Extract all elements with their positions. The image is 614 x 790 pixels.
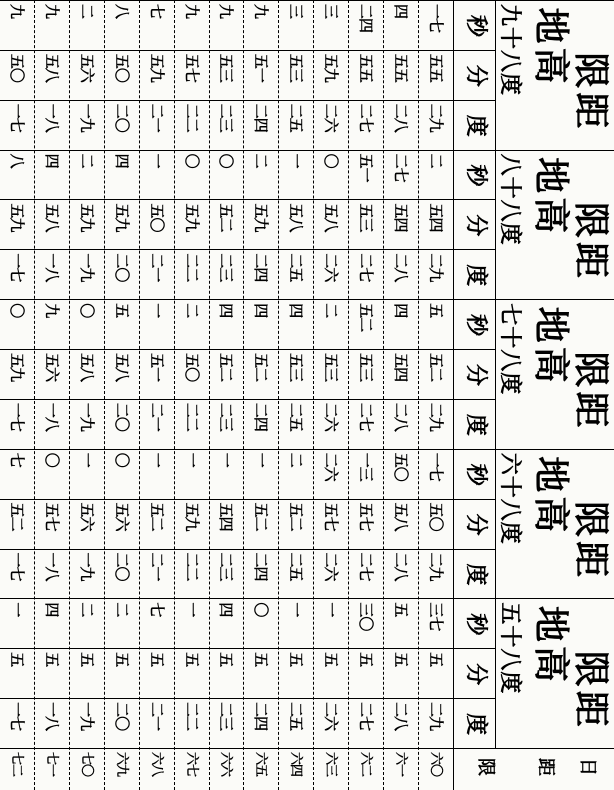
table-cell: 五三 <box>287 53 306 82</box>
table-cell: 一 <box>147 452 166 467</box>
col-header: 秒 <box>463 463 489 487</box>
table-cell: 〇 <box>322 153 341 168</box>
col-header: 分 <box>463 513 489 537</box>
table-cell: 五七 <box>182 53 201 82</box>
table-cell: 七 <box>147 4 166 19</box>
grid-line <box>348 0 349 790</box>
table-cell: 二四 <box>357 4 376 33</box>
col-header: 秒 <box>463 14 489 38</box>
table-cell: 五〇 <box>392 452 411 481</box>
grid-line <box>0 648 496 649</box>
table-cell: 二二 <box>182 402 201 431</box>
group-title: 限距 <box>570 650 612 731</box>
table-cell: 二 <box>322 303 341 318</box>
table-cell: 一七 <box>7 103 26 132</box>
grid-line <box>0 150 614 151</box>
table-cell: 二二 <box>182 702 201 731</box>
table-cell: 五四 <box>392 353 411 382</box>
table-cell: 三 <box>287 4 306 19</box>
table-cell: 二〇 <box>112 103 131 132</box>
table-cell: 五一 <box>252 53 271 82</box>
grid-line <box>278 0 279 790</box>
table-cell: 四 <box>392 303 411 318</box>
table-cell: 二五 <box>287 402 306 431</box>
table-cell: 二三 <box>217 253 236 282</box>
table-cell: 二七 <box>357 402 376 431</box>
table-cell: 五八 <box>42 203 61 232</box>
table-cell: 五九 <box>182 203 201 232</box>
table-cell: 五 <box>427 652 445 667</box>
table-cell: 〇 <box>77 303 96 318</box>
table-cell: 五九 <box>147 53 166 82</box>
table-cell: 二四 <box>252 702 271 731</box>
table-cell: 九 <box>7 4 26 19</box>
group-subtitle: 八十八度 <box>497 153 523 246</box>
grid-line <box>243 0 244 790</box>
table-cell: 一九 <box>77 702 96 731</box>
table-cell: 五 <box>322 652 341 667</box>
col-header: 秒 <box>463 314 489 338</box>
table-cell: 二二 <box>182 103 201 132</box>
table-cell: 八 <box>7 153 26 168</box>
table-cell: 二 <box>182 303 201 318</box>
corner-bottom: 限 <box>475 758 496 775</box>
grid-line <box>0 399 496 400</box>
grid-line <box>453 0 454 790</box>
row-label: 六五 <box>253 752 269 777</box>
grid-line <box>0 499 496 500</box>
table-cell: 五一 <box>147 353 166 382</box>
table-cell: 五三 <box>287 353 306 382</box>
table-cell: 五三 <box>322 353 341 382</box>
table-cell: 三七 <box>427 602 445 631</box>
grid-line <box>104 0 105 790</box>
table-cell: 一三 <box>357 452 376 481</box>
table-cell: 二 <box>287 452 306 467</box>
table-cell: 七 <box>147 602 166 617</box>
grid-line <box>174 0 175 790</box>
table-cell: 五二 <box>147 502 166 531</box>
table-cell: 五 <box>147 652 166 667</box>
row-label: 六四 <box>288 752 304 777</box>
table-cell: 〇 <box>112 452 131 467</box>
table-cell: 一八 <box>42 402 61 431</box>
table-cell: 二六 <box>322 402 341 431</box>
grid-line <box>209 0 210 790</box>
table-cell: 一 <box>147 153 166 168</box>
group-title: 限距 <box>570 52 612 133</box>
table-cell: 七 <box>7 452 26 467</box>
table-cell: 一 <box>147 303 166 318</box>
grid-line <box>313 0 314 790</box>
table-cell: 五三 <box>357 353 376 382</box>
table-cell: 一九 <box>77 552 96 581</box>
table-cell: 五三 <box>357 203 376 232</box>
table-cell: 三〇 <box>357 602 376 631</box>
table-cell: 四 <box>42 153 61 168</box>
grid-line <box>0 748 614 749</box>
table-cell: 五六 <box>42 353 61 382</box>
table-cell: 二六 <box>322 702 341 731</box>
grid-line <box>0 698 496 699</box>
group-title: 限距 <box>570 201 612 282</box>
group-title-2: 地高 <box>530 7 572 88</box>
table-cell: 九 <box>42 4 61 19</box>
table-cell: 一八 <box>42 253 61 282</box>
table-cell: 五二 <box>217 203 236 232</box>
grid-line <box>0 100 496 101</box>
table-cell: 五 <box>392 652 411 667</box>
table-cell: 〇 <box>217 153 236 168</box>
grid-line <box>34 0 35 790</box>
table-cell: 五二 <box>287 502 306 531</box>
table-cell: 九 <box>42 303 61 318</box>
table-cell: 五 <box>7 652 26 667</box>
table-cell: 二九 <box>427 552 445 581</box>
table-cell: 五 <box>392 602 411 617</box>
table-cell: 五六 <box>77 53 96 82</box>
table-cell: 二六 <box>322 452 341 481</box>
table-cell: 五七 <box>42 502 61 531</box>
table-cell: 四 <box>287 303 306 318</box>
col-header: 分 <box>463 64 489 88</box>
row-label: 七〇 <box>78 752 94 777</box>
table-cell: 五 <box>112 652 131 667</box>
table-cell: 五六 <box>77 502 96 531</box>
table-cell: 五八 <box>392 502 411 531</box>
row-label: 六七 <box>183 752 199 777</box>
group-subtitle: 五十八度 <box>497 602 523 695</box>
table-cell: 二一 <box>147 253 166 282</box>
table-cell: 二〇 <box>112 402 131 431</box>
table-cell: 二九 <box>427 103 445 132</box>
table-cell: 〇 <box>252 602 271 617</box>
table-cell: 五九 <box>7 203 26 232</box>
grid-line <box>0 449 614 450</box>
table-cell: 二一 <box>147 103 166 132</box>
table-cell: 九 <box>217 4 236 19</box>
table-cell: 四 <box>217 602 236 617</box>
group-title: 限距 <box>570 501 612 582</box>
table-cell: 九 <box>182 4 201 19</box>
table-cell: 二八 <box>392 702 411 731</box>
table-cell: 二九 <box>427 702 445 731</box>
table-cell: 二七 <box>357 702 376 731</box>
table-cell: 二三 <box>217 103 236 132</box>
table-cell: 五九 <box>322 53 341 82</box>
table-cell: 五五 <box>392 53 411 82</box>
table-cell: 一九 <box>77 103 96 132</box>
table-cell: 一九 <box>77 402 96 431</box>
col-header: 秒 <box>463 613 489 637</box>
table-cell: 五 <box>217 652 236 667</box>
group-title-2: 地高 <box>530 157 572 238</box>
grid-line <box>0 349 496 350</box>
grid-line <box>418 0 419 790</box>
table-cell: 二一 <box>147 702 166 731</box>
col-header: 度 <box>463 114 489 138</box>
table-cell: 〇 <box>42 452 61 467</box>
table-cell: 一八 <box>42 702 61 731</box>
row-label: 七二 <box>8 752 24 777</box>
row-label: 六九 <box>113 752 129 777</box>
col-header: 分 <box>463 663 489 687</box>
table-cell: 九 <box>252 4 271 19</box>
table-cell: 一七 <box>7 702 26 731</box>
table-cell: 五四 <box>392 203 411 232</box>
table-cell: 五〇 <box>147 203 166 232</box>
table-cell: 二〇 <box>112 552 131 581</box>
table-cell: 二七 <box>357 253 376 282</box>
table-cell: 五二 <box>252 502 271 531</box>
table-cell: 二八 <box>392 402 411 431</box>
table-cell: 一 <box>77 452 96 467</box>
table-cell: 五八 <box>322 203 341 232</box>
grid-line <box>0 249 496 250</box>
grid-line <box>69 0 70 790</box>
group-subtitle: 六十八度 <box>497 452 523 545</box>
table-cell: 五五 <box>427 53 445 82</box>
table-cell: 五二 <box>357 303 376 332</box>
table-cell: 二六 <box>322 253 341 282</box>
table-cell: 四 <box>217 303 236 318</box>
grid-line <box>383 0 384 790</box>
table-cell: 五九 <box>182 502 201 531</box>
table-cell: 五四 <box>427 203 445 232</box>
table-cell: 二〇 <box>112 253 131 282</box>
row-label: 六一 <box>393 752 409 777</box>
grid-line <box>0 199 496 200</box>
table-cell: 五八 <box>287 203 306 232</box>
table-cell: 八 <box>112 4 131 19</box>
table-cell: 二 <box>77 4 96 19</box>
row-label: 六八 <box>148 752 164 777</box>
table-cell: 二四 <box>252 103 271 132</box>
table-cell: 二三 <box>217 402 236 431</box>
table-cell: 二七 <box>357 552 376 581</box>
table-cell: 二四 <box>252 402 271 431</box>
table-cell: 二 <box>112 602 131 617</box>
grid-line <box>0 299 614 300</box>
table-cell: 一 <box>287 602 306 617</box>
table-cell: 一 <box>287 153 306 168</box>
table-cell: 五 <box>77 652 96 667</box>
table-cell: 三 <box>322 4 341 19</box>
table-cell: 五 <box>287 652 306 667</box>
table-cell: 二八 <box>392 552 411 581</box>
table-cell: 五四 <box>217 502 236 531</box>
table-cell: 二 <box>252 153 271 168</box>
table-cell: 二五 <box>287 552 306 581</box>
col-header: 度 <box>463 413 489 437</box>
table-cell: 二六 <box>322 103 341 132</box>
table-cell: 一七 <box>7 552 26 581</box>
table-cell: 四 <box>252 303 271 318</box>
table-cell: 五 <box>252 652 271 667</box>
table-cell: 五二 <box>7 502 26 531</box>
table-cell: 二七 <box>392 153 411 182</box>
table-cell: 五〇 <box>112 53 131 82</box>
grid-line <box>0 0 614 1</box>
grid-line <box>0 549 496 550</box>
row-label: 七一 <box>43 752 59 777</box>
group-title: 限距 <box>570 351 612 432</box>
table-cell: 五八 <box>77 353 96 382</box>
table-cell: 二二 <box>182 253 201 282</box>
col-header: 度 <box>463 713 489 737</box>
table-cell: 四 <box>42 602 61 617</box>
table-cell: 五九 <box>252 203 271 232</box>
table-cell: 五〇 <box>7 53 26 82</box>
table-cell: 五一 <box>357 153 376 182</box>
table-cell: 〇 <box>7 303 26 318</box>
table-cell: 五 <box>182 652 201 667</box>
table-cell: 二 <box>77 153 96 168</box>
col-header: 分 <box>463 214 489 238</box>
table-cell: 二八 <box>392 253 411 282</box>
table-cell: 五九 <box>7 353 26 382</box>
table-cell: 五 <box>112 303 131 318</box>
table-cell: 二二 <box>182 552 201 581</box>
table-cell: 二九 <box>427 253 445 282</box>
table-cell: 二五 <box>287 103 306 132</box>
table-cell: 二三 <box>217 552 236 581</box>
group-subtitle: 七十八度 <box>497 303 523 396</box>
table-cell: 一七 <box>427 4 445 33</box>
table-cell: 二四 <box>252 552 271 581</box>
table-cell: 五八 <box>42 53 61 82</box>
table-cell: 二 <box>427 153 445 168</box>
table-cell: 二 <box>77 602 96 617</box>
table-cell: 二八 <box>392 103 411 132</box>
grid-line <box>0 598 614 599</box>
corner-mid: 距 <box>535 758 556 775</box>
corner-top: 日 <box>577 758 598 775</box>
grid-line <box>0 50 496 51</box>
table-cell: 二九 <box>427 402 445 431</box>
group-title-2: 地高 <box>530 306 572 387</box>
table-cell: 五 <box>427 303 445 318</box>
table-cell: 五九 <box>112 203 131 232</box>
table-cell: 五九 <box>77 203 96 232</box>
table-cell: 〇 <box>182 153 201 168</box>
table-cell: 四 <box>112 153 131 168</box>
group-subtitle: 九十八度 <box>497 4 523 97</box>
table-cell: 一七 <box>427 452 445 481</box>
table-cell: 五〇 <box>182 353 201 382</box>
col-header: 分 <box>463 364 489 388</box>
table-cell: 一 <box>7 602 26 617</box>
row-label: 六六 <box>218 752 234 777</box>
row-label: 六三 <box>323 752 339 777</box>
table-cell: 一八 <box>42 552 61 581</box>
table-cell: 二七 <box>357 103 376 132</box>
table-cell: 一 <box>182 602 201 617</box>
table-cell: 二六 <box>322 552 341 581</box>
table-cell: 二四 <box>252 253 271 282</box>
table-cell: 五七 <box>322 502 341 531</box>
grid-line <box>139 0 140 790</box>
table-cell: 二一 <box>147 552 166 581</box>
table-cell: 二〇 <box>112 702 131 731</box>
table-cell: 二一 <box>147 402 166 431</box>
table-cell: 一八 <box>42 103 61 132</box>
group-title-2: 地高 <box>530 456 572 537</box>
table-cell: 一 <box>252 452 271 467</box>
table-cell: 五二 <box>217 353 236 382</box>
col-header: 度 <box>463 563 489 587</box>
table-cell: 五八 <box>112 353 131 382</box>
table-cell: 一九 <box>77 253 96 282</box>
table-cell: 五三 <box>217 53 236 82</box>
table-cell: 一 <box>322 602 341 617</box>
table-cell: 五 <box>42 652 61 667</box>
table-cell: 一 <box>217 452 236 467</box>
group-title-2: 地高 <box>530 605 572 686</box>
table-cell: 二五 <box>287 253 306 282</box>
col-header: 度 <box>463 264 489 288</box>
table-cell: 五〇 <box>427 502 445 531</box>
col-header: 秒 <box>463 164 489 188</box>
table-cell: 一七 <box>7 253 26 282</box>
table-cell: 五二 <box>427 353 445 382</box>
table-cell: 一七 <box>7 402 26 431</box>
row-label: 六二 <box>358 752 374 777</box>
grid-line <box>495 0 496 748</box>
table-cell: 五二 <box>252 353 271 382</box>
table-cell: 一 <box>182 452 201 467</box>
table-cell: 四 <box>392 4 411 19</box>
table-cell: 五 <box>357 652 376 667</box>
table-cell: 二五 <box>287 702 306 731</box>
table-cell: 五七 <box>357 502 376 531</box>
table-cell: 五五 <box>357 53 376 82</box>
row-label: 六〇 <box>428 752 443 777</box>
table-cell: 五六 <box>112 502 131 531</box>
table-cell: 二三 <box>217 702 236 731</box>
